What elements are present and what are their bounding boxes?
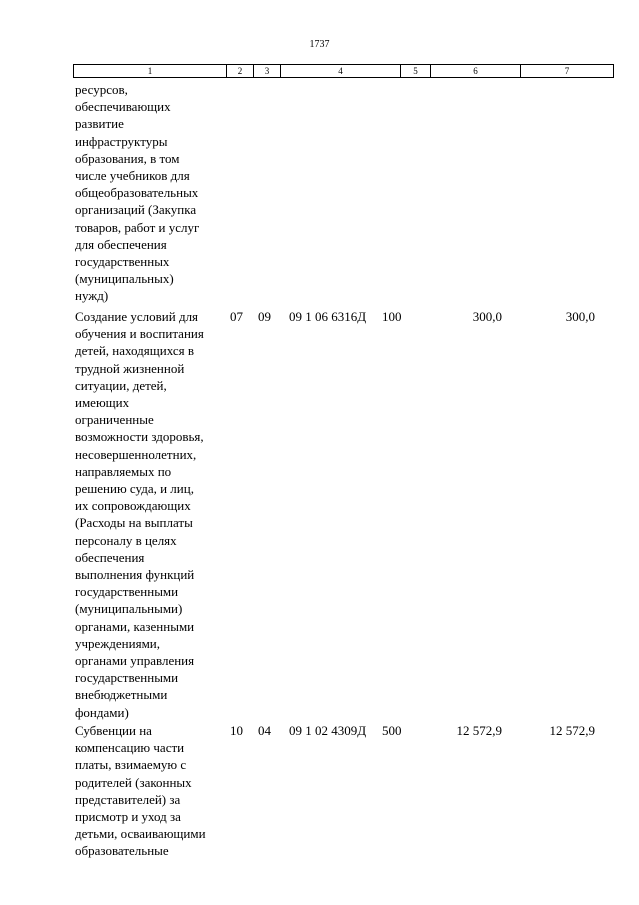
column-header-2: 2 [227,65,254,78]
description-line: детьми, осваивающими [75,826,206,842]
description-line: родителей (законных [75,774,192,790]
description-line: несовершеннолетних, [75,446,197,462]
expense-type-code: 100 [382,309,402,324]
expense-type-code: 500 [382,723,402,738]
description-line: имеющих [75,395,130,411]
column-header-4: 4 [281,65,401,78]
description-line: органами управления [75,653,195,669]
row-description [75,722,235,860]
description-line: их сопровождающих [75,498,191,514]
description-line: ресурсов, [75,82,128,97]
description-line: нужд) [75,288,109,304]
amount-year-2: 300,0 [565,309,595,324]
description-line: Субвенции на [75,723,152,738]
subsection-code: 09 [258,309,271,324]
description-line: решению суда, и лиц, [75,481,194,497]
description-line: государственными [75,670,179,686]
description-line: инфраструктуры [75,133,168,149]
description-line: государственных [75,254,170,270]
row-description [75,308,235,721]
description-line: платы, взимаемую с [75,757,187,773]
description-line: общеобразовательных [75,185,199,201]
description-line: органами, казенными [75,618,195,634]
description-line: внебюджетными [75,687,168,703]
description-line: (муниципальными) [75,601,183,617]
description-line: трудной жизненной [75,360,185,376]
description-line: организаций (Закупка [75,202,197,218]
description-line: развитие [75,116,124,132]
amount-year-1: 300,0 [472,309,502,324]
row-description [75,81,235,305]
section-code: 07 [230,309,243,324]
description-line: представителей) за [75,791,181,807]
description-line: ограниченные [75,412,154,428]
description-line: возможности здоровья, [75,429,204,445]
description-line: выполнения функций [75,567,195,583]
amount-year-1: 12 572,9 [456,723,502,738]
description-line: учреждениями, [75,635,161,651]
description-line: (Расходы на выплаты [75,515,193,531]
description-line: образования, в том [75,150,180,166]
description-line: детей, находящихся в [75,343,194,359]
description-line: обучения и воспитания [75,326,204,342]
target-article-code: 09 1 02 4309Д [289,723,367,738]
description-line: товаров, работ и услуг [75,219,200,235]
description-line: обеспечивающих [75,99,171,115]
column-header-1: 1 [74,65,227,78]
target-article-code: 09 1 06 6316Д [289,309,367,324]
description-line: присмотр и уход за [75,809,181,825]
description-line: государственными [75,584,179,600]
description-line: Создание условий для [75,309,199,324]
amount-year-2: 12 572,9 [549,723,595,738]
page-number: 1737 [309,39,330,50]
column-header-6: 6 [431,65,521,78]
description-line: числе учебников для [75,168,190,184]
subsection-code: 04 [258,723,271,738]
description-line: (муниципальных) [75,271,174,287]
description-line: ситуации, детей, [75,377,167,393]
description-line: компенсацию части [75,740,185,756]
column-header-5: 5 [401,65,431,78]
description-line: направляемых по [75,463,172,479]
column-header-7: 7 [521,65,614,78]
column-header-3: 3 [254,65,281,78]
description-line: для обеспечения [75,236,167,252]
description-line: обеспечения [75,549,145,565]
description-line: персоналу в целях [75,532,177,548]
section-code: 10 [230,723,243,738]
description-line: образовательные [75,843,169,859]
description-line: фондами) [75,704,129,720]
column-header-row [73,64,614,78]
